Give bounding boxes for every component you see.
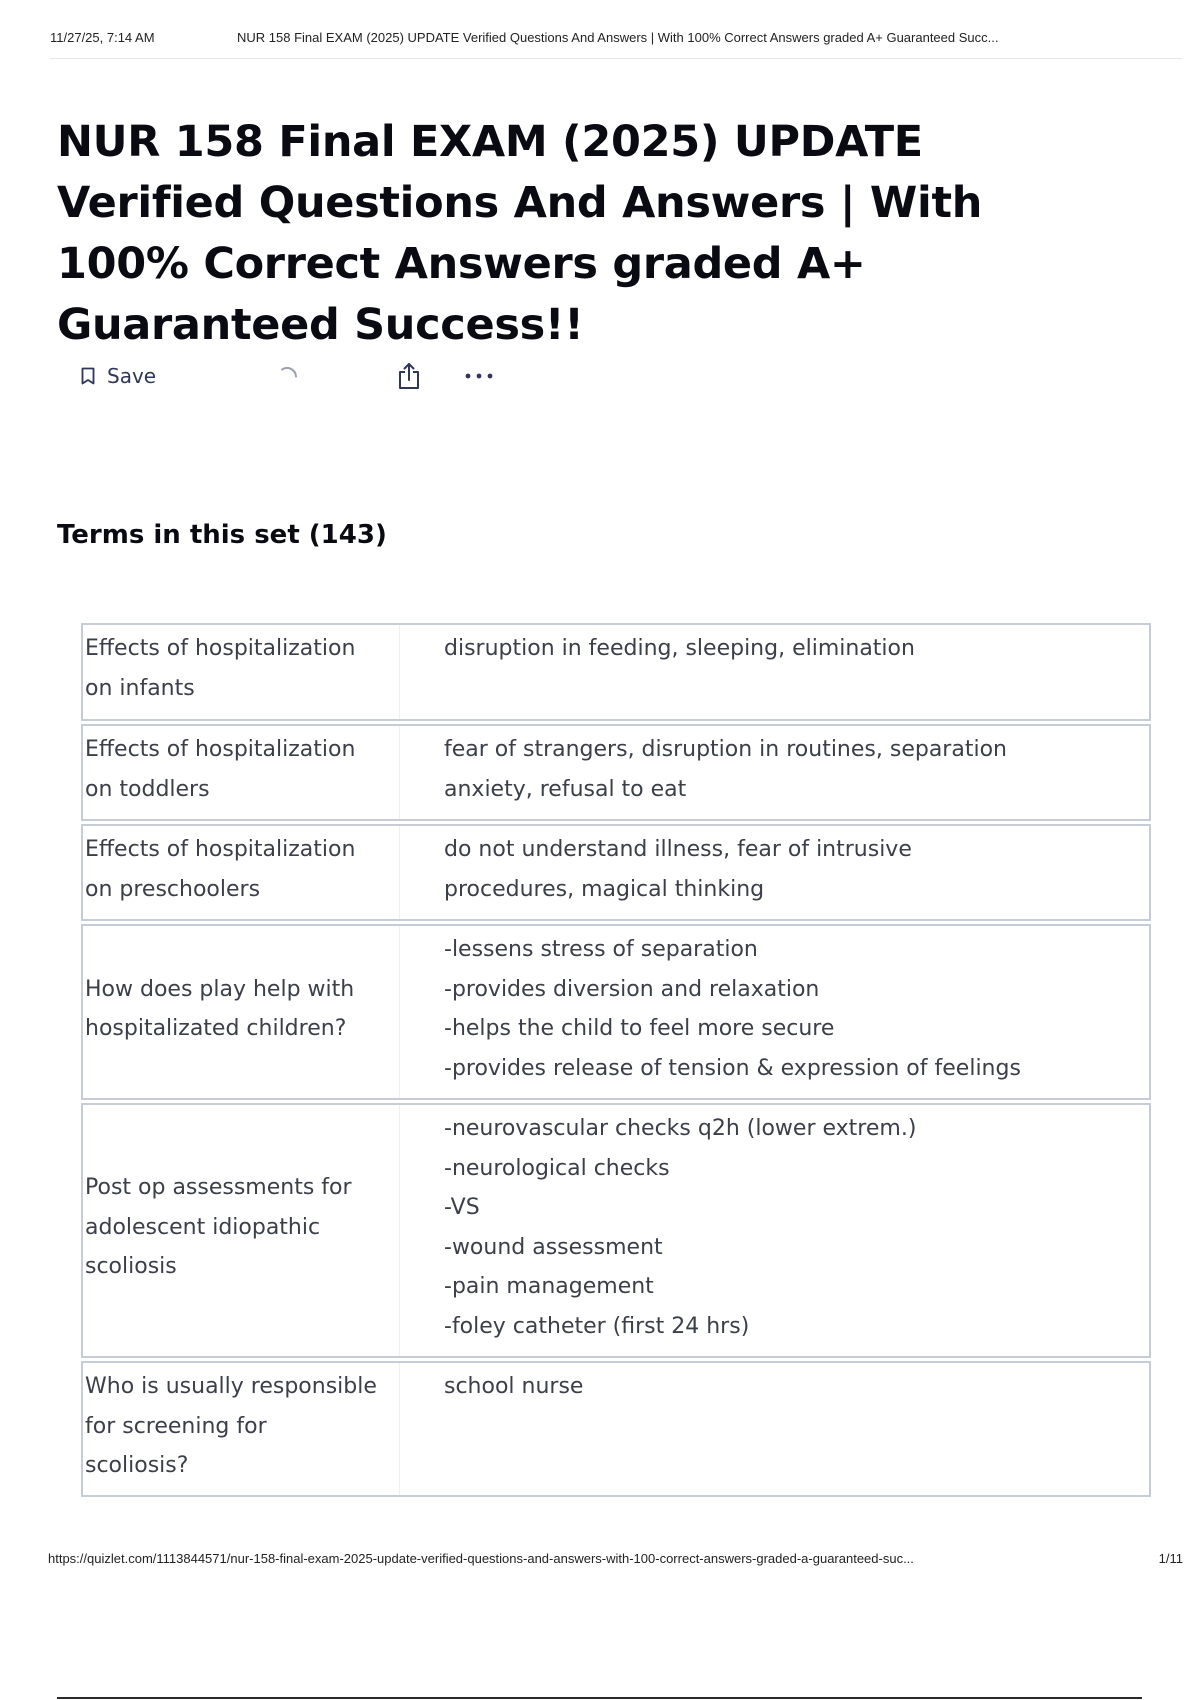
set-toolbar [80, 356, 530, 396]
definition-text: fear of strangers, disruption in routines, separation anxiety, refusal to eat [444, 737, 1007, 802]
loading-spinner-icon [277, 356, 301, 396]
more-options-icon [464, 372, 494, 380]
term-cell [83, 625, 400, 719]
save-button[interactable] [80, 356, 156, 396]
share-button[interactable] [396, 356, 422, 396]
definition-text: do not understand illness, fear of intrusive procedures, magical thinking [444, 837, 912, 902]
definition-text: school nurse [444, 1374, 584, 1399]
print-url: https://quizlet.com/1113844571/nur-158-final-exam-2025-update-verified-questions-and-answers-with-100-correct-answers-graded-a-guaranteed-suc... [48, 1551, 914, 1566]
term-text: Effects of hospitalization on preschoolers [85, 837, 356, 902]
page-number: 1/11 [1158, 1551, 1183, 1566]
term-row [81, 924, 1151, 1100]
definition-text: -neurovascular checks q2h (lower extrem.) -neurological checks -VS -wound assessment -pain management -foley catheter (first 24 hrs) [444, 1116, 917, 1339]
definition-cell [400, 625, 1149, 719]
definition-cell [400, 826, 1149, 919]
term-cell [83, 926, 400, 1098]
print-document-title: NUR 158 Final EXAM (2025) UPDATE Verified Questions And Answers | With 100% Correct Answers graded A+ Guaranteed Succ... [237, 30, 999, 45]
definition-cell [400, 726, 1149, 819]
term-row [81, 1361, 1151, 1497]
term-row [81, 824, 1151, 921]
term-text: How does play help with hospitalizated children? [85, 976, 355, 1041]
term-cell [83, 1105, 400, 1356]
term-text: Effects of hospitalization on toddlers [85, 737, 356, 802]
definition-cell [400, 1363, 1149, 1495]
term-row [81, 1103, 1151, 1358]
definition-cell [400, 1105, 1149, 1356]
print-footer [48, 1551, 1183, 1571]
share-icon [396, 361, 422, 391]
term-cell [83, 1363, 400, 1495]
page-divider [57, 1697, 1142, 1699]
bookmark-icon [80, 366, 96, 386]
more-options-button[interactable] [464, 356, 494, 396]
save-button-label: Save [107, 364, 157, 388]
terms-list [81, 623, 1151, 1500]
definition-text: disruption in feeding, sleeping, elimination [444, 636, 915, 661]
print-header [50, 30, 1182, 59]
terms-section-title: Terms in this set (143) [57, 520, 387, 550]
term-cell [83, 726, 400, 819]
term-row [81, 623, 1151, 721]
definition-text: -lessens stress of separation -provides diversion and relaxation -helps the child to feel more secure -provides release of tension & expression of feelings [444, 937, 1021, 1081]
term-text: Post op assessments for adolescent idiopathic scoliosis [85, 1175, 352, 1280]
term-text: Effects of hospitalization on infants [85, 636, 356, 701]
definition-cell [400, 926, 1149, 1098]
print-timestamp: 11/27/25, 7:14 AM [50, 30, 155, 45]
term-row [81, 724, 1151, 821]
page-title: NUR 158 Final EXAM (2025) UPDATE Verified Questions And Answers | With 100% Correct Answers graded A+ Guaranteed Success!! [57, 117, 983, 350]
term-cell [83, 826, 400, 919]
term-text: Who is usually responsible for screening for scoliosis? [85, 1374, 377, 1478]
